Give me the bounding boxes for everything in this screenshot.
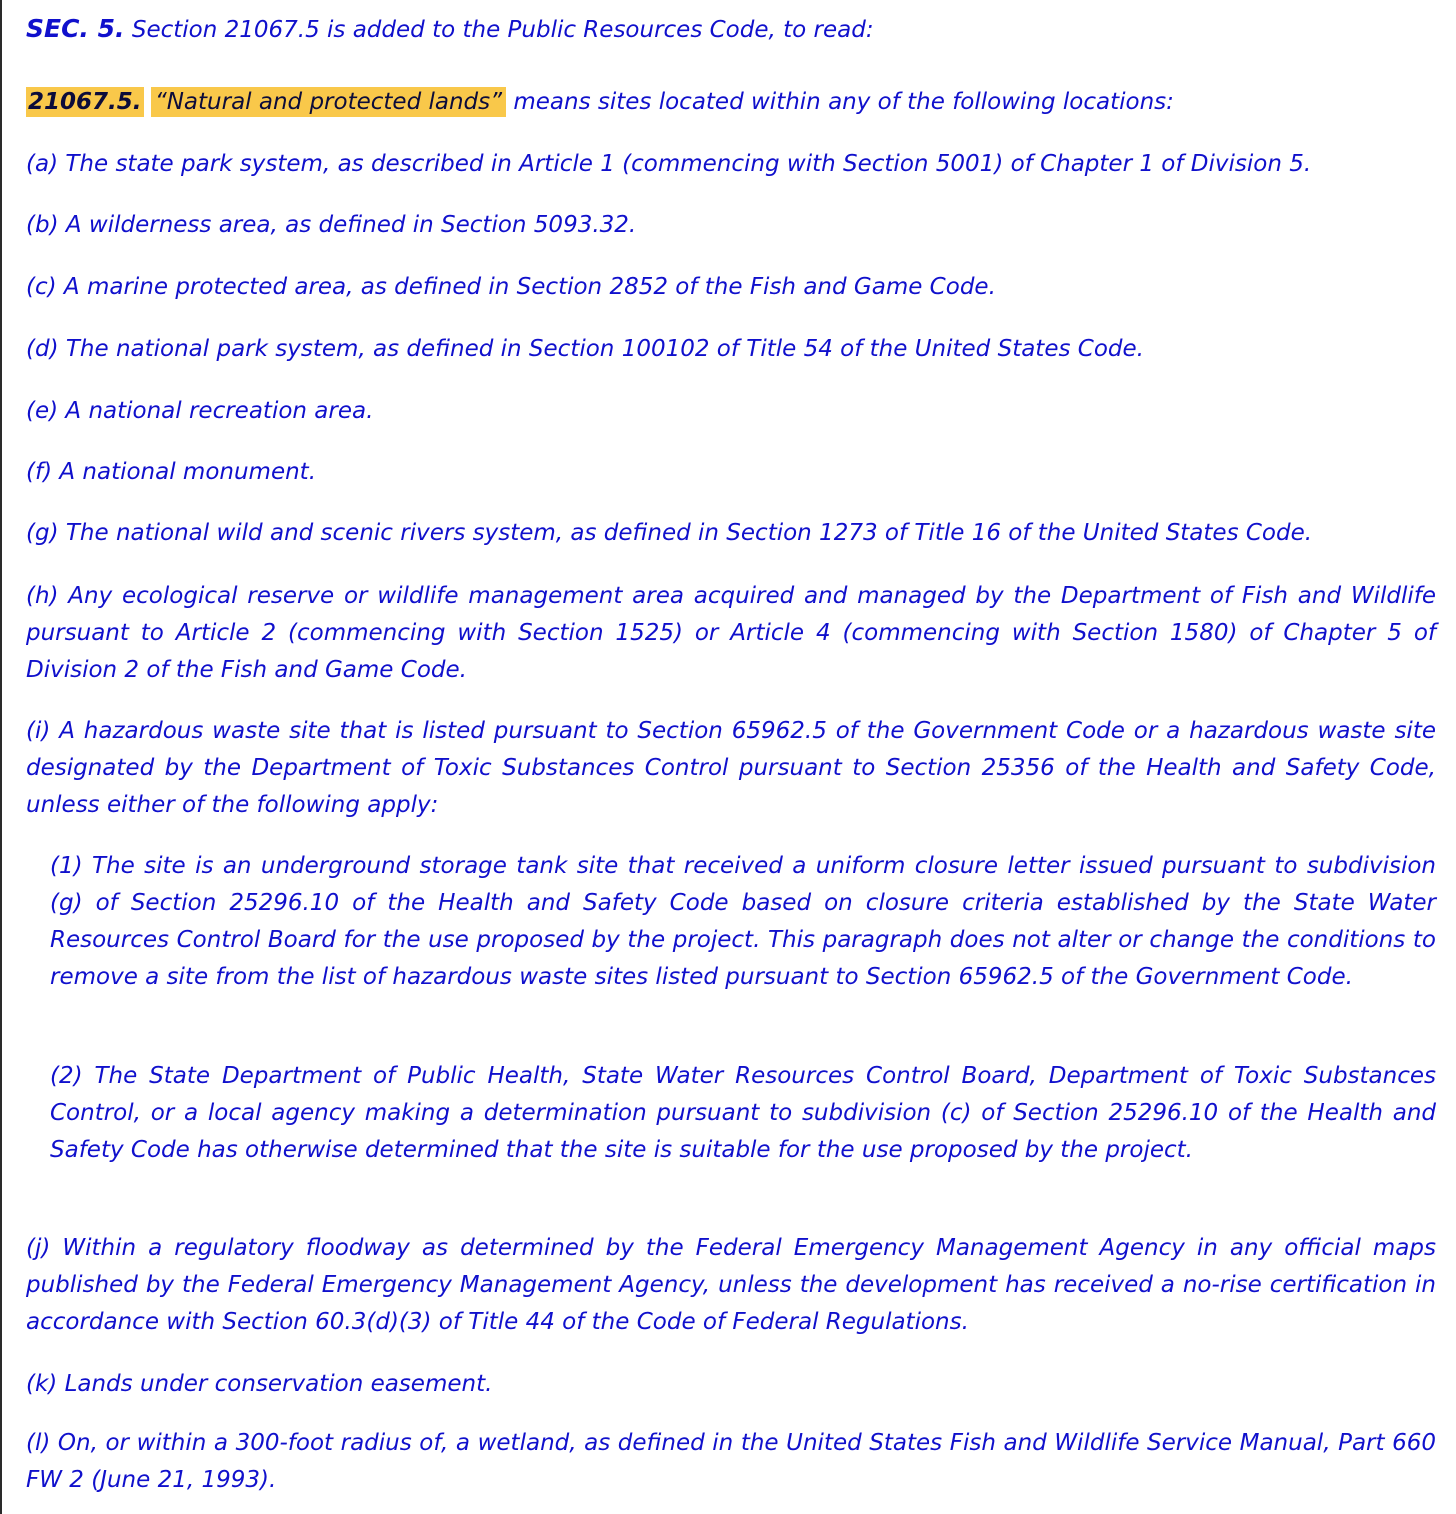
item-b: (b) A wilderness area, as defined in Section 5093.32. [26, 212, 637, 238]
item-d: (d) The national park system, as defined in Section 100102 of Title 54 of the United States Code. [26, 336, 1144, 362]
section-heading [26, 10, 874, 49]
section-label: SEC. 5. [26, 14, 125, 43]
item-h: (h) Any ecological reserve or wildlife management area acquired and managed by the Department of Fish and Wildlife pursuant to Article 2 (commencing with Section 1525) or Article 4 (commencing with Section 1580) of Chapter 5 of Division 2 of the Fish and Game Code. [26, 583, 1436, 683]
section-intro: Section 21067.5 is added to the Public Resources Code, to read: [131, 17, 874, 43]
item-a: (a) The state park system, as described in Article 1 (commencing with Section 5001) of Chapter 1 of Division 5. [26, 151, 1312, 177]
item-j: (j) Within a regulatory floodway as determined by the Federal Emergency Management Agency in any official maps published by the Federal Emergency Management Agency, unless the development has received a no-rise certification in accordance with Section 60.3(d)(3) of Title 44 of the Code of Federal Regulations. [26, 1235, 1436, 1335]
item-i-2: (2) The State Department of Public Health, State Water Resources Control Board, Department of Toxic Substances Control, or a local agency making a determination pursuant to subdivision (c) of Section 25296.10 of the Health and Safety Code has otherwise determined that the site is suitable for the use proposed by the project. [50, 1063, 1436, 1163]
item-e: (e) A national recreation area. [26, 398, 374, 424]
item-k: (k) Lands under conservation easement. [26, 1371, 493, 1397]
item-l: (l) On, or within a 300-foot radius of, a wetland, as defined in the United States Fish and Wildlife Service Manual, Part 660 FW 2 (June 21, 1993). [26, 1430, 1436, 1493]
highlighted-section-number: 21067.5. [28, 89, 142, 115]
definition-text: means sites located within any of the following locations: [513, 89, 1174, 115]
left-border [0, 0, 2, 1514]
item-f: (f) A national monument. [26, 459, 317, 485]
definition-paragraph [26, 84, 1174, 121]
item-g: (g) The national wild and scenic rivers system, as defined in Section 1273 of Title 16 of the United States Code. [26, 520, 1313, 546]
item-c: (c) A marine protected area, as defined in Section 2852 of the Fish and Game Code. [26, 274, 996, 300]
item-i: (i) A hazardous waste site that is listed pursuant to Section 65962.5 of the Government Code or a hazardous waste site designated by the Department of Toxic Substances Control pursuant to Section 25356 of the Health and Safety Code, unless either of the following apply: [26, 718, 1436, 818]
highlighted-defined-term: “Natural and protected lands” [151, 87, 506, 117]
item-i-1: (1) The site is an underground storage tank site that received a uniform closure letter issued pursuant to subdivision (g) of Section 25296.10 of the Health and Safety Code based on closure criteria established by the State Water Resources Control Board for the use proposed by the project. This paragraph does not alter or change the conditions to remove a site from the list of hazardous waste sites listed pursuant to Section 65962.5 of the Government Code. [50, 853, 1436, 990]
